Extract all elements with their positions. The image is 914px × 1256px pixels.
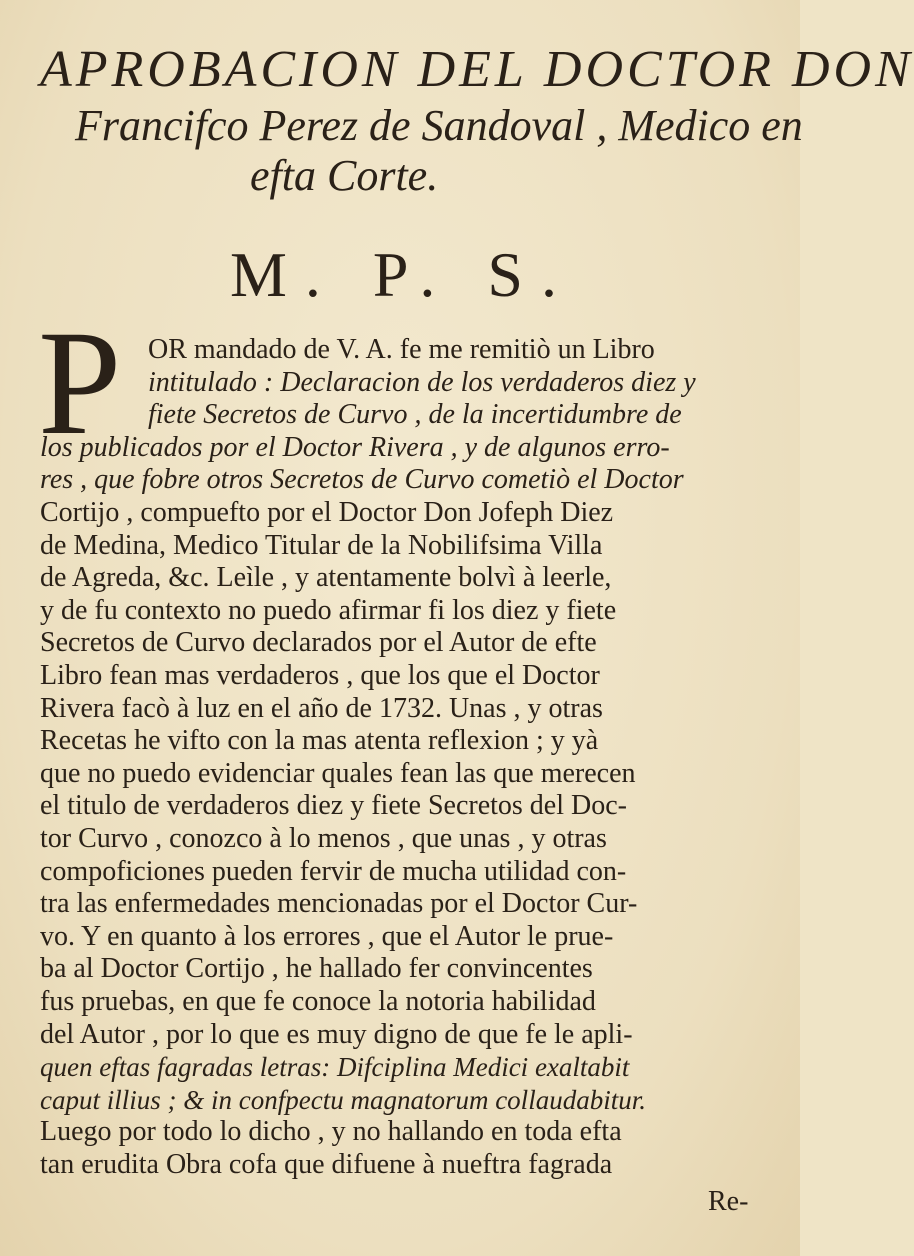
body-line: tan erudita Obra cofa que difuene à nueftra fagrada: [40, 1149, 613, 1180]
body-line: Libro fean mas verdaderos , que los que el Doctor: [40, 660, 600, 691]
body-line: Cortijo , compuefto por el Doctor Don Jofeph Diez: [40, 497, 614, 528]
body-line: quen eftas fagradas letras: Difciplina Medici exaltabit: [40, 1052, 630, 1083]
body-line: Secretos de Curvo declarados por el Autor de efte: [40, 627, 597, 659]
body-line: tor Curvo , conozco à lo menos , que unas , y otras: [40, 823, 607, 854]
body-line: compoficiones pueden fervir de mucha utilidad con-: [40, 855, 627, 887]
body-line: vo. Y en quanto à los errores , que el Autor le prue-: [40, 920, 614, 952]
body-line: fiete Secretos de Curvo , de la incertidumbre de: [148, 399, 682, 431]
body-line: del Autor , por lo que es muy digno de que fe le apli-: [40, 1018, 633, 1050]
heading-title: APROBACION DEL DOCTOR DON: [40, 41, 914, 98]
body-line: de Medina, Medico Titular de la Nobilifsima Villa: [40, 529, 603, 561]
body-line: de Agreda, &c. Leìle , y atentamente bolvì à leerle,: [40, 562, 612, 594]
catchword: Re-: [708, 1185, 749, 1217]
body-line: tra las enfermedades mencionadas por el Doctor Cur-: [40, 888, 638, 920]
body-line: Luego por todo lo dicho , y no hallando en toda efta: [40, 1116, 622, 1148]
drop-cap: P: [38, 300, 122, 466]
body-line: intitulado : Declaracion de los verdaderos diez y: [148, 366, 696, 398]
body-line: Rivera facò à luz en el año de 1732. Unas , y otras: [40, 692, 603, 724]
body-line: caput illius ; & in confpectu magnatorum collaudabitur.: [40, 1084, 646, 1115]
heading-subtitle: Francifco Perez de Sandoval , Medico en: [75, 101, 803, 150]
body-line: que no puedo evidenciar quales fean las que merecen: [40, 757, 636, 789]
salutation: M. P. S.: [230, 239, 575, 310]
body-line: y de fu contexto no puedo afirmar fi los diez y fiete: [40, 594, 617, 626]
body-line: fus pruebas, en que fe conoce la notoria habilidad: [40, 986, 596, 1017]
heading-subtitle-end: efta Corte.: [250, 151, 439, 200]
body-line: ba al Doctor Cortijo , he hallado fer convincentes: [40, 953, 593, 985]
body-line: Recetas he vifto con la mas atenta reflexion ; y yà: [40, 725, 599, 757]
body-line: los publicados por el Doctor Rivera , y de algunos erro-: [40, 431, 670, 463]
body-line: res , que fobre otros Secretos de Curvo cometiò el Doctor: [40, 464, 684, 496]
body-line: OR mandado de V. A. fe me remitiò un Libro: [148, 334, 655, 365]
body-line: el titulo de verdaderos diez y fiete Secretos del Doc-: [40, 790, 627, 822]
